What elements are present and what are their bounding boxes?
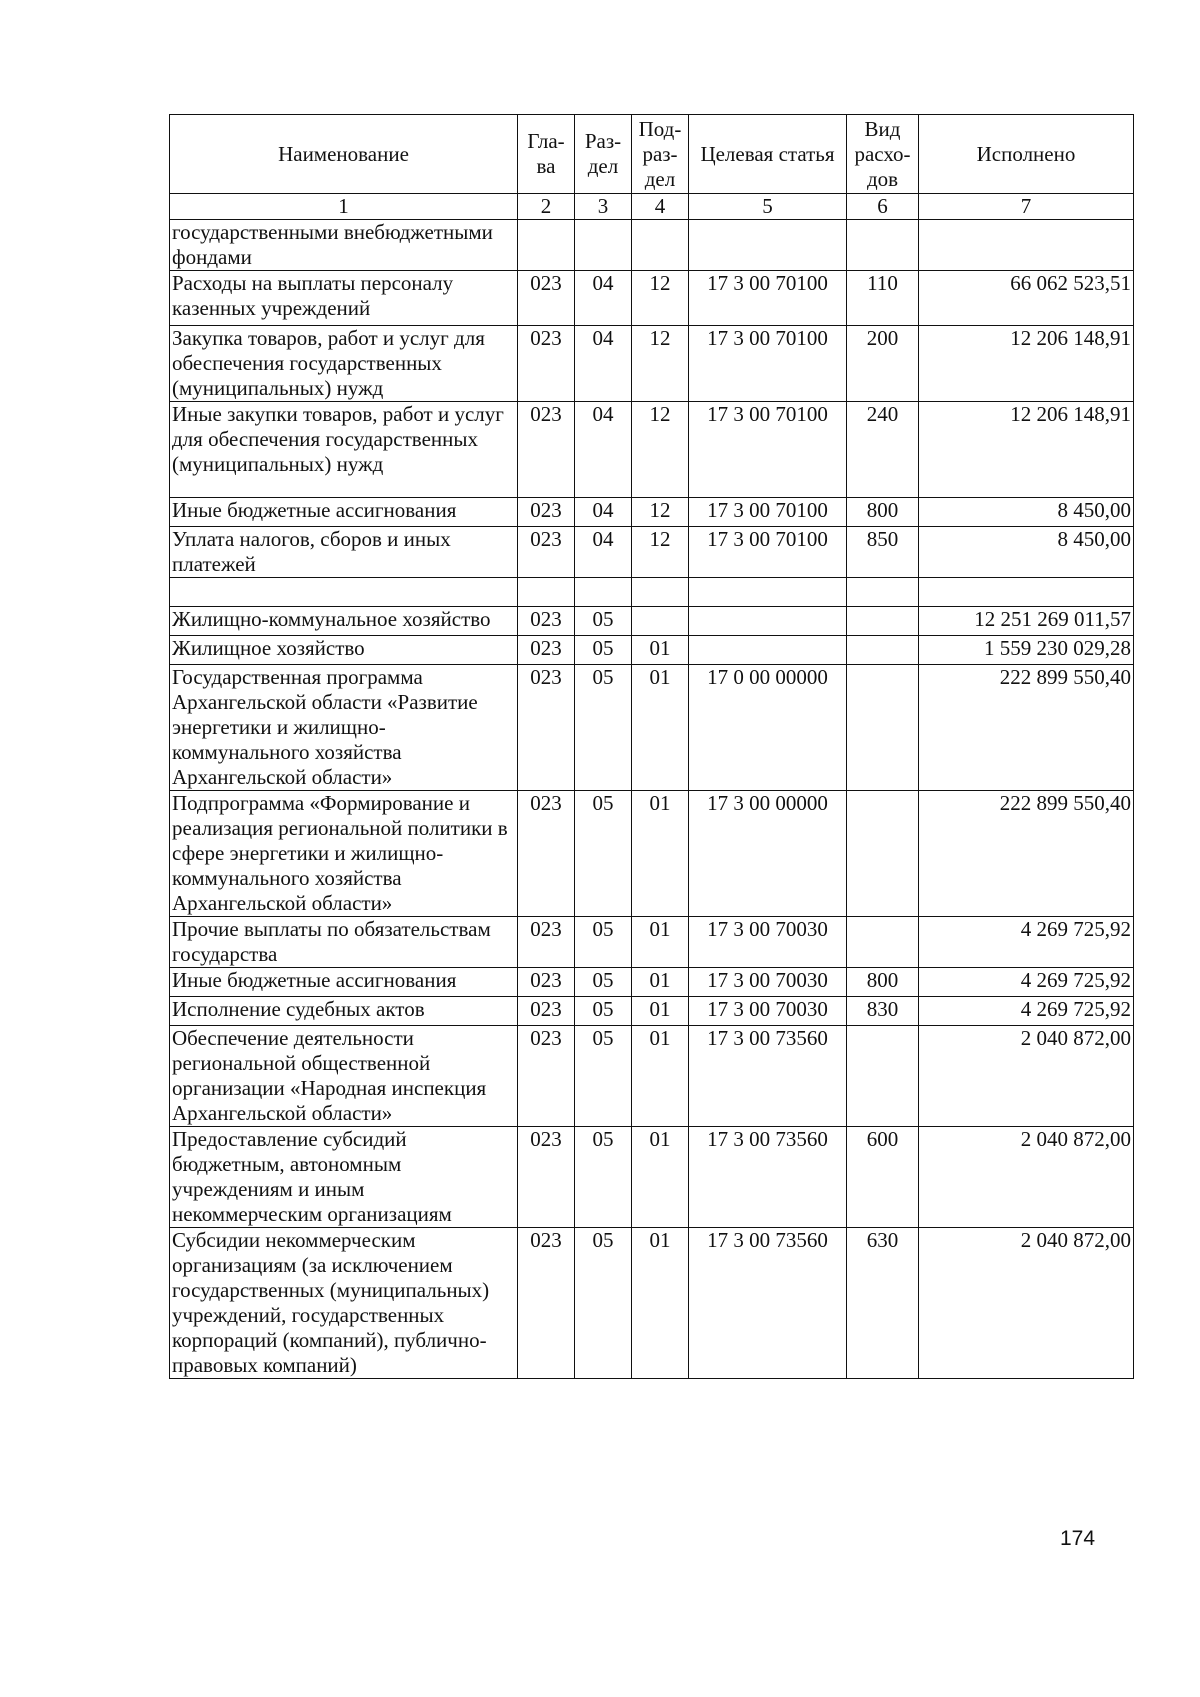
row-vid-raskhodov-cell: 600 [847, 1127, 919, 1228]
header-line: раз- [642, 141, 678, 166]
column-number: 6 [847, 194, 919, 220]
row-razdel-cell: 05 [575, 1228, 632, 1379]
row-tselevaya-statya-cell: 17 3 00 73560 [689, 1228, 847, 1379]
row-vid-raskhodov-cell [847, 917, 919, 968]
row-ispolneno-cell: 4 269 725,92 [919, 968, 1134, 997]
row-tselevaya-statya-cell: 17 3 00 70100 [689, 326, 847, 402]
row-vid-raskhodov-cell [847, 607, 919, 636]
header-line: Гла- [527, 129, 565, 153]
row-razdel-cell: 05 [575, 1127, 632, 1228]
column-number: 5 [689, 194, 847, 220]
row-name-cell: Исполнение судебных актов [170, 997, 518, 1026]
row-glava-cell [518, 220, 575, 271]
row-glava-cell: 023 [518, 326, 575, 402]
row-podrazdel-cell: 01 [632, 636, 689, 665]
table-row [170, 498, 1134, 527]
row-ispolneno-cell: 8 450,00 [919, 498, 1134, 527]
row-name-cell: Предоставление субсидий бюджетным, автономным учреждениям и иным некоммерческим организациям [170, 1127, 518, 1228]
row-ispolneno-cell: 2 040 872,00 [919, 1228, 1134, 1379]
row-ispolneno-cell: 222 899 550,40 [919, 791, 1134, 917]
row-podrazdel-cell: 01 [632, 1228, 689, 1379]
row-tselevaya-statya-cell [689, 607, 847, 636]
row-name-cell: Закупка товаров, работ и услуг для обеспечения государственных (муниципальных) нужд [170, 326, 518, 402]
table-row [170, 220, 1134, 271]
row-razdel-cell: 04 [575, 498, 632, 527]
table-row [170, 1127, 1134, 1228]
row-name-cell [170, 578, 518, 607]
row-vid-raskhodov-cell [847, 665, 919, 791]
row-glava-cell: 023 [518, 791, 575, 917]
column-header-vid-raskhodov [847, 115, 919, 194]
budget-execution-table [169, 114, 1134, 1379]
row-tselevaya-statya-cell: 17 3 00 70030 [689, 968, 847, 997]
row-glava-cell: 023 [518, 636, 575, 665]
table-row [170, 402, 1134, 498]
header-line: Исполнено [976, 141, 1076, 166]
column-header-glava [518, 115, 575, 194]
row-name-cell: Прочие выплаты по обязательствам государства [170, 917, 518, 968]
row-glava-cell [518, 578, 575, 607]
row-vid-raskhodov-cell: 630 [847, 1228, 919, 1379]
row-podrazdel-cell: 12 [632, 402, 689, 498]
row-tselevaya-statya-cell: 17 3 00 70030 [689, 917, 847, 968]
row-podrazdel-cell [632, 220, 689, 271]
header-line: дов [866, 166, 899, 191]
row-vid-raskhodov-cell [847, 636, 919, 665]
column-header-podrazdel [632, 115, 689, 194]
table-header-row [170, 115, 1134, 194]
table-row [170, 1228, 1134, 1379]
row-tselevaya-statya-cell: 17 3 00 70100 [689, 498, 847, 527]
row-name-cell: Иные бюджетные ассигнования [170, 968, 518, 997]
header-line: расхо- [854, 141, 911, 166]
header-line: Вид [864, 116, 901, 141]
row-vid-raskhodov-cell: 110 [847, 271, 919, 326]
header-line: Целевая статья [700, 141, 835, 166]
page-number: 174 [1060, 1527, 1096, 1550]
table-row [170, 968, 1134, 997]
table-row [170, 271, 1134, 326]
table-row [170, 997, 1134, 1026]
row-glava-cell: 023 [518, 917, 575, 968]
row-ispolneno-cell: 66 062 523,51 [919, 271, 1134, 326]
row-podrazdel-cell [632, 578, 689, 607]
table-row [170, 917, 1134, 968]
row-vid-raskhodov-cell: 240 [847, 402, 919, 498]
table-row [170, 527, 1134, 578]
row-podrazdel-cell: 01 [632, 968, 689, 997]
row-name-cell: Подпрограмма «Формирование и реализация региональной политики в сфере энергетики и жилищно-коммунального хозяйства Архангельской области» [170, 791, 518, 917]
row-glava-cell: 023 [518, 1228, 575, 1379]
row-glava-cell: 023 [518, 968, 575, 997]
column-header-tselevaya-statya [689, 115, 847, 194]
row-ispolneno-cell: 2 040 872,00 [919, 1026, 1134, 1127]
row-name-cell: Жилищно-коммунальное хозяйство [170, 607, 518, 636]
row-glava-cell: 023 [518, 607, 575, 636]
row-podrazdel-cell: 12 [632, 527, 689, 578]
table-row [170, 326, 1134, 402]
row-tselevaya-statya-cell [689, 636, 847, 665]
row-vid-raskhodov-cell: 800 [847, 968, 919, 997]
row-tselevaya-statya-cell [689, 578, 847, 607]
header-line: Наименование [278, 141, 409, 166]
row-razdel-cell: 05 [575, 636, 632, 665]
row-glava-cell: 023 [518, 498, 575, 527]
row-ispolneno-cell: 222 899 550,40 [919, 665, 1134, 791]
row-podrazdel-cell: 12 [632, 271, 689, 326]
row-tselevaya-statya-cell [689, 220, 847, 271]
column-header-name [170, 115, 518, 194]
column-header-razdel [575, 115, 632, 194]
row-ispolneno-cell: 12 251 269 011,57 [919, 607, 1134, 636]
row-glava-cell: 023 [518, 527, 575, 578]
row-podrazdel-cell: 12 [632, 326, 689, 402]
row-razdel-cell: 04 [575, 527, 632, 578]
row-ispolneno-cell: 12 206 148,91 [919, 326, 1134, 402]
row-tselevaya-statya-cell: 17 3 00 70100 [689, 271, 847, 326]
row-ispolneno-cell [919, 578, 1134, 607]
table-row [170, 1026, 1134, 1127]
row-name-cell: Субсидии некоммерческим организациям (за исключением государственных (муниципальных) учреждений, государственных корпораций (компаний), публично-правовых компаний) [170, 1228, 518, 1379]
row-podrazdel-cell: 01 [632, 665, 689, 791]
row-vid-raskhodov-cell: 200 [847, 326, 919, 402]
row-podrazdel-cell: 01 [632, 917, 689, 968]
row-vid-raskhodov-cell [847, 220, 919, 271]
row-vid-raskhodov-cell [847, 1026, 919, 1127]
column-numbers-row [170, 194, 1134, 220]
table-row [170, 578, 1134, 607]
row-vid-raskhodov-cell: 850 [847, 527, 919, 578]
row-tselevaya-statya-cell: 17 3 00 73560 [689, 1026, 847, 1127]
row-tselevaya-statya-cell: 17 3 00 00000 [689, 791, 847, 917]
row-razdel-cell: 04 [575, 402, 632, 498]
row-razdel-cell [575, 220, 632, 271]
table-row [170, 607, 1134, 636]
row-glava-cell: 023 [518, 1026, 575, 1127]
row-name-cell: Жилищное хозяйство [170, 636, 518, 665]
row-name-cell: Обеспечение деятельности региональной общественной организации «Народная инспекция Архангельской области» [170, 1026, 518, 1127]
row-tselevaya-statya-cell: 17 3 00 70100 [689, 527, 847, 578]
row-glava-cell: 023 [518, 997, 575, 1026]
row-ispolneno-cell: 12 206 148,91 [919, 402, 1134, 498]
row-glava-cell: 023 [518, 665, 575, 791]
row-razdel-cell: 05 [575, 607, 632, 636]
row-podrazdel-cell: 12 [632, 498, 689, 527]
row-razdel-cell: 05 [575, 1026, 632, 1127]
row-name-cell: Иные бюджетные ассигнования [170, 498, 518, 527]
row-ispolneno-cell: 1 559 230 029,28 [919, 636, 1134, 665]
column-header-ispolneno [919, 115, 1134, 194]
row-podrazdel-cell: 01 [632, 1026, 689, 1127]
row-podrazdel-cell: 01 [632, 791, 689, 917]
row-vid-raskhodov-cell: 800 [847, 498, 919, 527]
row-glava-cell: 023 [518, 402, 575, 498]
header-line: дел [587, 154, 619, 178]
row-name-cell: Расходы на выплаты персоналу казенных учреждений [170, 271, 518, 326]
row-name-cell: Государственная программа Архангельской области «Развитие энергетики и жилищно-коммунального хозяйства Архангельской области» [170, 665, 518, 791]
header-line: Раз- [584, 129, 622, 153]
row-vid-raskhodov-cell: 830 [847, 997, 919, 1026]
row-razdel-cell: 04 [575, 271, 632, 326]
row-razdel-cell [575, 578, 632, 607]
header-line: дел [644, 166, 676, 191]
row-razdel-cell: 05 [575, 917, 632, 968]
row-ispolneno-cell [919, 220, 1134, 271]
column-number: 7 [919, 194, 1134, 220]
row-tselevaya-statya-cell: 17 3 00 70030 [689, 997, 847, 1026]
row-ispolneno-cell: 4 269 725,92 [919, 997, 1134, 1026]
row-razdel-cell: 05 [575, 997, 632, 1026]
row-razdel-cell: 05 [575, 665, 632, 791]
column-number: 1 [170, 194, 518, 220]
table-body [170, 220, 1134, 1379]
column-number: 2 [518, 194, 575, 220]
row-glava-cell: 023 [518, 271, 575, 326]
row-ispolneno-cell: 2 040 872,00 [919, 1127, 1134, 1228]
row-ispolneno-cell: 8 450,00 [919, 527, 1134, 578]
row-razdel-cell: 05 [575, 968, 632, 997]
column-number: 4 [632, 194, 689, 220]
row-name-cell: Иные закупки товаров, работ и услуг для обеспечения государственных (муниципальных) нужд [170, 402, 518, 498]
row-name-cell: Уплата налогов, сборов и иных платежей [170, 527, 518, 578]
row-podrazdel-cell: 01 [632, 1127, 689, 1228]
row-tselevaya-statya-cell: 17 3 00 70100 [689, 402, 847, 498]
row-podrazdel-cell [632, 607, 689, 636]
table-row [170, 636, 1134, 665]
row-name-cell: государственными внебюджетными фондами [170, 220, 518, 271]
row-vid-raskhodov-cell [847, 578, 919, 607]
row-vid-raskhodov-cell [847, 791, 919, 917]
table-row [170, 665, 1134, 791]
row-tselevaya-statya-cell: 17 0 00 00000 [689, 665, 847, 791]
table-row [170, 791, 1134, 917]
row-glava-cell: 023 [518, 1127, 575, 1228]
row-razdel-cell: 05 [575, 791, 632, 917]
row-ispolneno-cell: 4 269 725,92 [919, 917, 1134, 968]
header-line: ва [536, 154, 556, 178]
header-line: Под- [638, 116, 682, 141]
row-podrazdel-cell: 01 [632, 997, 689, 1026]
column-number: 3 [575, 194, 632, 220]
row-tselevaya-statya-cell: 17 3 00 73560 [689, 1127, 847, 1228]
row-razdel-cell: 04 [575, 326, 632, 402]
